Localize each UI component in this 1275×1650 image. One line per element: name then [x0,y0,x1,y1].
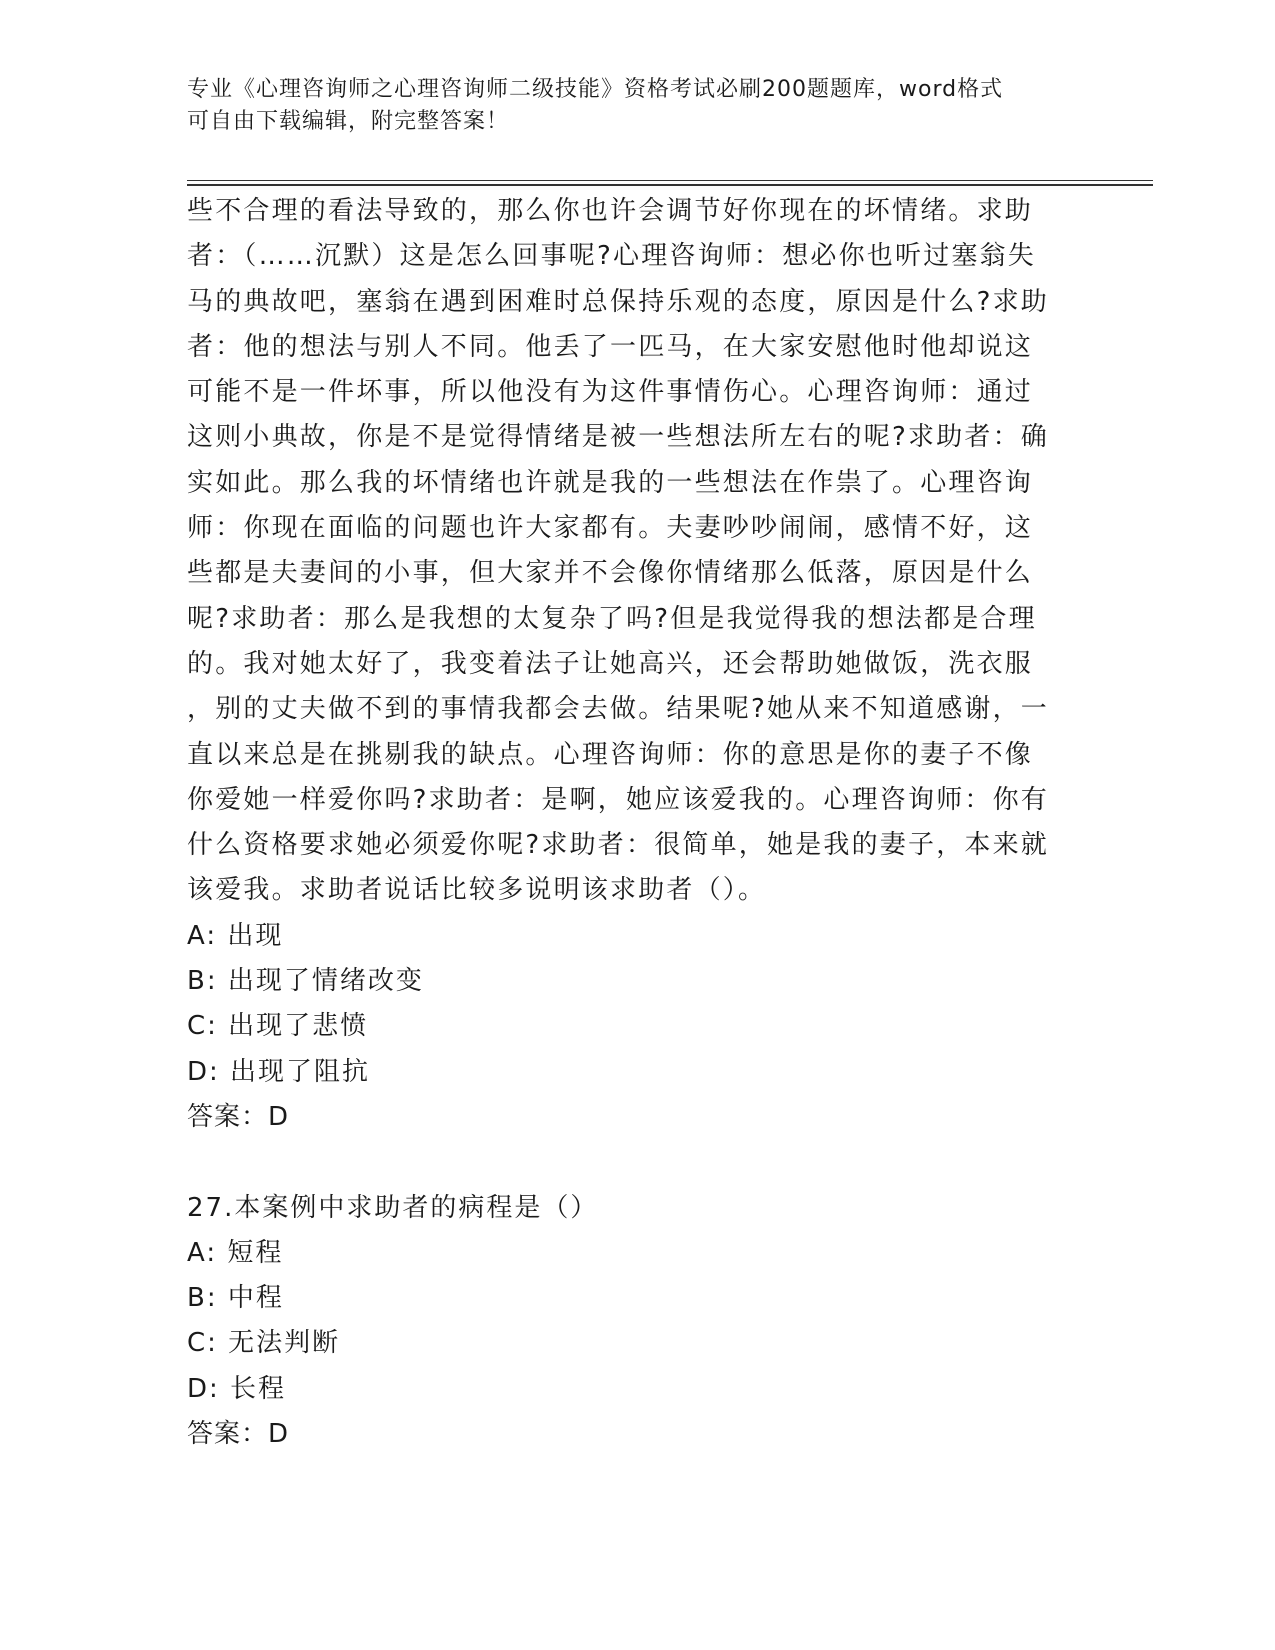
passage-line: ，别的丈夫做不到的事情我都会去做。结果呢?她从来不知道感谢，一 [187,694,1050,725]
option-b: B: 出现了情绪改变 [187,966,424,997]
spacer [187,1140,1087,1185]
option-b: B: 中程 [187,1283,284,1314]
passage-line: 什么资格要求她必须爱你呢?求助者：很简单，她是我的妻子，本来就 [187,830,1050,861]
document-body [187,189,1087,1457]
header-divider-thick [187,184,1153,186]
passage-line: 的。我对她太好了，我变着法子让她高兴，还会帮助她做饭，洗衣服 [187,648,1034,679]
passage-line: 者：他的想法与别人不同。他丢了一匹马，在大家安慰他时他却说这 [187,331,1034,362]
case-passage [187,189,1087,914]
header-line-1: 专业《心理咨询师之心理咨询师二级技能》资格考试必刷200题题库，word格式 [187,77,1004,102]
passage-line: 些都是夫妻间的小事，但大家并不会像你情绪那么低落，原因是什么 [187,558,1034,589]
header-line-2: 可自由下载编辑，附完整答案！ [187,109,510,134]
option-d: D: 出现了阻抗 [187,1056,371,1087]
option-c: C: 无法判断 [187,1328,341,1359]
passage-line: 该爱我。求助者说话比较多说明该求助者（）。 [187,875,767,906]
document-header [187,74,1067,138]
question-26-options [187,914,1087,1095]
option-d: D: 长程 [187,1373,287,1404]
passage-line: 这则小典故，你是不是觉得情绪是被一些想法所左右的呢?求助者：确 [187,422,1050,453]
answer-label: 答案：D [187,1419,290,1450]
passage-line: 些不合理的看法导致的，那么你也许会调节好你现在的坏情绪。求助 [187,196,1034,226]
option-a: A: 出现 [187,920,284,951]
question-stem: 27.本案例中求助者的病程是（） [187,1192,599,1223]
question-27 [187,1186,1087,1458]
passage-line: 实如此。那么我的坏情绪也许就是我的一些想法在作祟了。心理咨询 [187,467,1034,498]
option-c: C: 出现了悲愤 [187,1011,369,1042]
answer-label: 答案：D [187,1101,290,1132]
passage-line: 呢?求助者：那么是我想的太复杂了吗?但是我觉得我的想法都是合理 [187,603,1037,634]
passage-line: 可能不是一件坏事，所以他没有为这件事情伤心。心理咨询师：通过 [187,377,1034,408]
passage-line: 你爱她一样爱你吗?求助者：是啊，她应该爱我的。心理咨询师：你有 [187,784,1050,815]
passage-line: 马的典故吧，塞翁在遇到困难时总保持乐观的态度，原因是什么?求助 [187,286,1050,317]
passage-line: 者：（……沉默）这是怎么回事呢?心理咨询师：想必你也听过塞翁失 [187,241,1037,272]
header-divider-thin [187,180,1153,181]
option-a: A: 短程 [187,1237,284,1268]
passage-line: 直以来总是在挑剔我的缺点。心理咨询师：你的意思是你的妻子不像 [187,739,1034,770]
passage-line: 师：你现在面临的问题也许大家都有。夫妻吵吵闹闹，感情不好，这 [187,513,1034,544]
